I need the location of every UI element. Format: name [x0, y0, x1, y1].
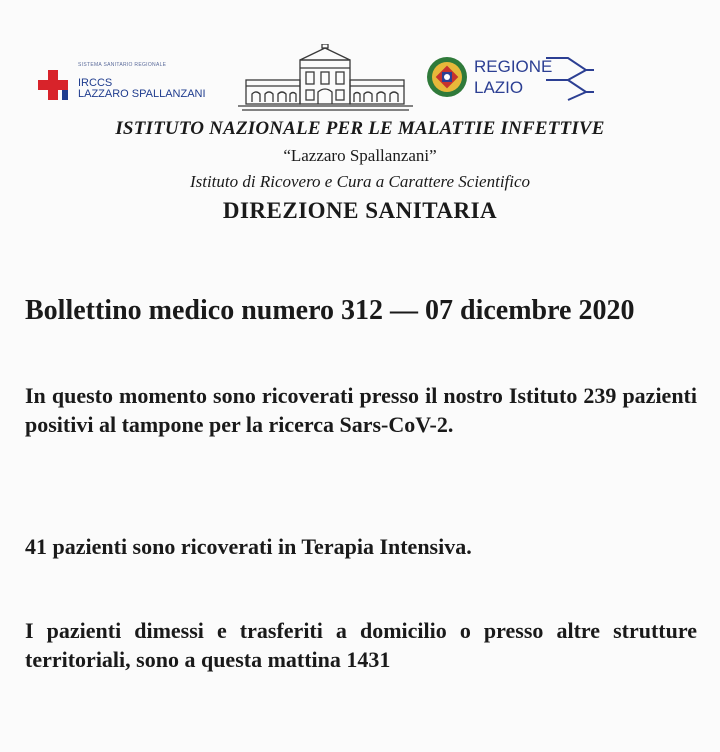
bulletin-paragraph-intensive-care: 41 pazienti sono ricoverati in Terapia Intensiva. — [25, 534, 472, 559]
institute-name: ISTITUTO NAZIONALE PER LE MALATTIE INFETTIVE — [115, 118, 605, 139]
header-logos — [38, 44, 578, 112]
regione-lazio-line2: LAZIO — [474, 78, 524, 97]
institute-subtitle: “Lazzaro Spallanzani” — [283, 146, 437, 165]
spallanzani-building-icon — [238, 44, 413, 112]
irccs-logo-small-text: SISTEMA SANITARIO REGIONALE — [78, 62, 167, 68]
regione-lazio-seal-icon — [426, 56, 468, 98]
irccs-logo-line2: LAZZARO SPALLANZANI — [78, 88, 206, 100]
institute-description: Istituto di Ricovero e Cura a Carattere Scientifico — [189, 172, 531, 191]
regione-lazio-line1: REGIONE — [474, 57, 553, 76]
department-name: DIREZIONE SANITARIA — [222, 198, 498, 223]
bulletin-paragraph-discharged: I pazienti dimessi e trasferiti a domicilio o presso altre strutture territoriali, sono a questa mattina 1431 — [25, 618, 697, 672]
bulletin-title: Bollettino medico numero 312 — 07 dicembre 2020 — [25, 295, 635, 326]
regione-lazio-chevron-icon — [546, 56, 594, 102]
regione-lazio-logo — [426, 52, 606, 108]
bulletin-paragraph-hospitalized: In questo momento sono ricoverati presso il nostro Istituto 239 pazienti positivi al tampone per la ricerca Sars-CoV-2. — [25, 383, 697, 437]
irccs-logo-line1: IRCCS — [78, 77, 113, 89]
red-cross-icon — [38, 70, 68, 100]
irccs-logo — [38, 62, 228, 102]
